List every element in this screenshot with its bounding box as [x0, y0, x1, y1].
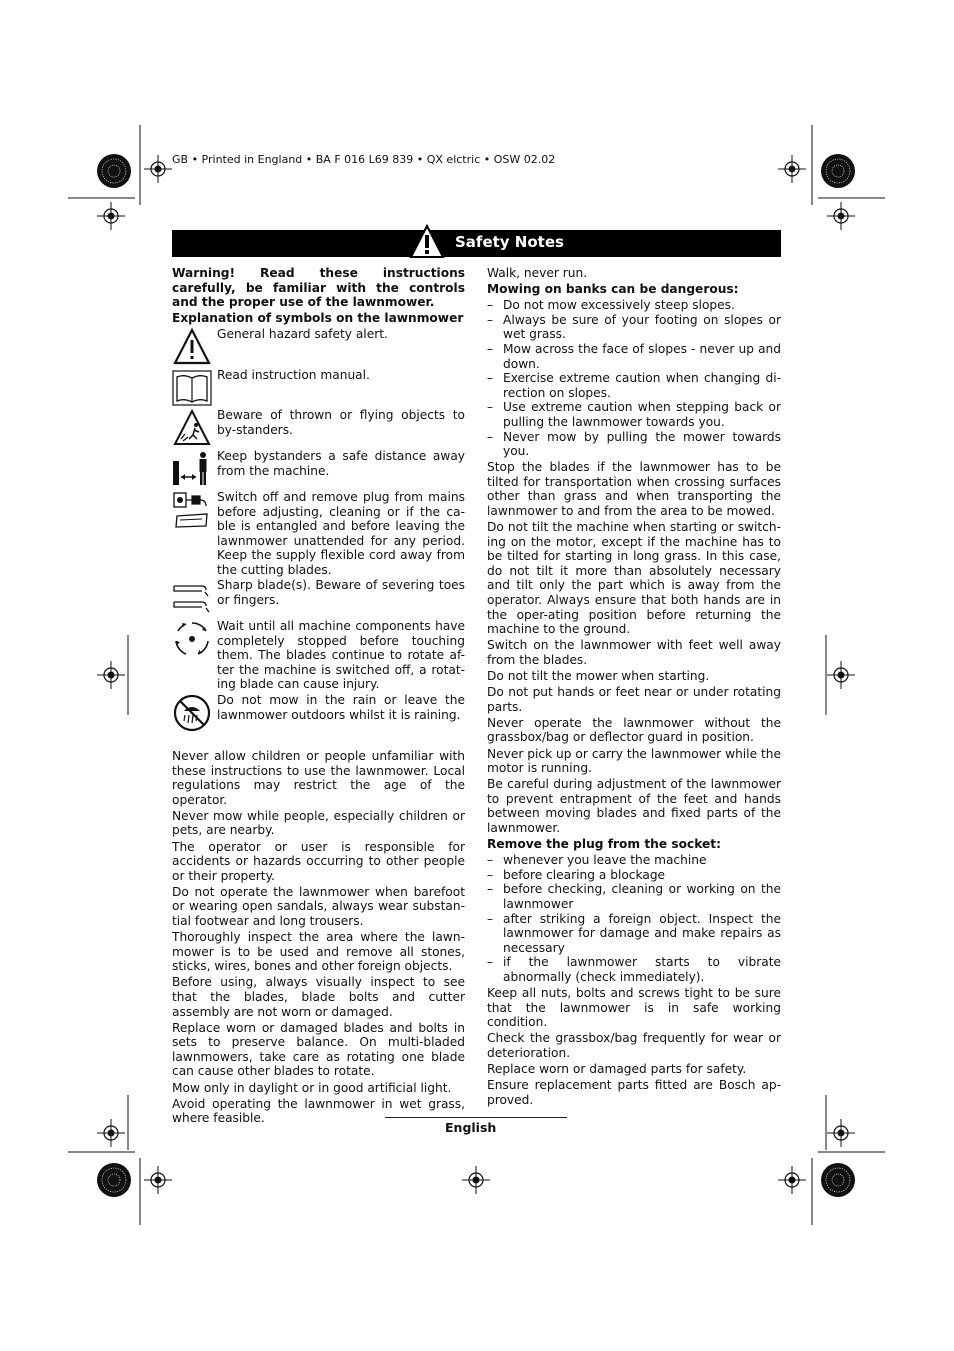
- rotating-blade-icon: [172, 619, 212, 659]
- plug-heading: Remove the plug from the socket:: [487, 837, 721, 852]
- print-info: GB • Printed in England • BA F 016 L69 839 • QX elctric • OSW 02.02: [172, 153, 556, 166]
- list-item: – Exercise extreme caution when changing di-rection on slopes.: [487, 371, 781, 400]
- paragraph: Never pick up or carry the lawnmower while the motor is running.: [487, 746, 781, 776]
- paragraph: Keep all nuts, bolts and screws tight to be sure that the lawnmower is in safe working condition.: [487, 986, 781, 1030]
- paragraph: Thoroughly inspect the area where the lawn-mower is to be used and remove all stones, sticks, wires, bones and other foreign objects.: [172, 930, 465, 974]
- list-item: – Use extreme caution when stepping back or pulling the lawnmower towards you.: [487, 400, 781, 429]
- thrown-objects-icon: [172, 408, 212, 448]
- banks-heading: Mowing on banks can be dangerous:: [487, 282, 739, 297]
- symbol-text: Wait until all machine components have completely stopped before touching them. The blades continue to rotate af-ter the machine is switched off, a rotat-ing blade can cause injury.: [217, 619, 465, 692]
- paragraph: Check the grassbox/bag frequently for wear or deterioration.: [487, 1031, 781, 1060]
- left-paragraphs: [172, 749, 465, 1127]
- paragraph: Replace worn or damaged blades and bolts in sets to preserve balance. On multi-bladed lawnmowers, take care as rotating one blade can cause other blades to rotate.: [172, 1020, 465, 1079]
- paragraph: Switch on the lawnmower with feet well away from the blades.: [487, 638, 781, 667]
- symbol-text: Read instruction manual.: [217, 368, 370, 382]
- list-item: – Do not mow excessively steep slopes.: [487, 298, 735, 313]
- list-item: – Mow across the face of slopes - never up and down.: [487, 341, 781, 371]
- sharp-blade-icon: [172, 578, 212, 618]
- list-item: – whenever you leave the machine: [487, 853, 707, 868]
- list-item: – before clearing a blockage: [487, 867, 666, 882]
- footer-language: English: [445, 1120, 497, 1135]
- page-title: Safety Notes: [455, 233, 564, 251]
- symbols-heading: Explanation of symbols on the lawnmower: [172, 311, 464, 326]
- paragraph: Before using, always visually inspect to see that the blades, blade bolts and cutter assembly are not worn or damaged.: [172, 975, 465, 1019]
- paragraph: Never allow children or people unfamiliar with these instructions to use the lawnmower. Local regulations may restrict the age of the operator.: [172, 749, 465, 807]
- paragraph: Mow only in daylight or in good artificial light.: [172, 1080, 452, 1095]
- symbol-text: General hazard safety alert.: [217, 327, 388, 341]
- paragraph: Ensure replacement parts fitted are Bosch ap-proved.: [487, 1078, 781, 1107]
- symbol-text: Do not mow in the rain or leave the lawnmower outdoors whilst it is raining.: [217, 693, 465, 722]
- paragraph: The operator or user is responsible for accidents or hazards occurring to other people or their property.: [172, 839, 465, 883]
- paragraph: Avoid operating the lawnmower in wet grass, where feasible.: [172, 1096, 465, 1126]
- unplug-icon: [172, 490, 212, 530]
- right-column: [487, 266, 781, 1109]
- list-item: – before checking, cleaning or working on the lawnmower: [487, 882, 781, 911]
- symbol-text: Sharp blade(s). Beware of severing toes or fingers.: [217, 578, 465, 607]
- bystander-distance-icon: [172, 449, 212, 489]
- section-title-bar: [172, 230, 781, 257]
- symbol-text: Keep bystanders a safe distance away from the machine.: [217, 449, 465, 478]
- symbol-text: Switch off and remove plug from mains before adjusting, cleaning or if the ca-ble is entangled and before leaving the lawnmower unattended for any period. Keep the supply flexible cord away from the cutting blades.: [217, 490, 465, 577]
- paragraph: Do not tilt the machine when starting or switch-ing on the motor, except if the machine has to be tilted for starting in long grass. In this case, do not tilt it more than absolutely necessary and tilt only the part which is away from the operator. Always ensure that both hands are in the oper-ating position before returning the machine to the ground.: [487, 520, 781, 637]
- paragraph: Replace worn or damaged parts for safety.: [487, 1061, 747, 1076]
- paragraph: Do not tilt the mower when starting.: [487, 669, 710, 684]
- symbol-text: Beware of thrown or flying objects to by-standers.: [217, 408, 465, 437]
- footer-rule: [385, 1117, 567, 1118]
- paragraph: Do not operate the lawnmower when barefoot or wearing open sandals, always wear substan-tial footwear and long trousers.: [172, 884, 465, 929]
- paragraph: Never mow while people, especially children or pets, are nearby.: [172, 808, 465, 838]
- left-intro: [172, 266, 465, 327]
- manual-book-icon: [172, 368, 212, 408]
- hazard-triangle-icon: [172, 327, 212, 367]
- paragraph: Do not put hands or feet near or under rotating parts.: [487, 685, 781, 714]
- paragraph: Be careful during adjustment of the lawnmower to prevent entrapment of the feet and hands between moving blades and fixed parts of the lawnmower.: [487, 777, 781, 835]
- list-item: – Never mow by pulling the mower towards you.: [487, 429, 781, 459]
- list-item: – if the lawnmower starts to vibrate abnormally (check immediately).: [487, 955, 781, 984]
- no-rain-icon: [172, 693, 212, 733]
- list-item: – after striking a foreign object. Inspect the lawnmower for damage and make repairs as necessary: [487, 911, 781, 955]
- warning-text: Warning! Read these instructions carefully, be familiar with the controls and the proper use of the lawnmower.: [172, 266, 465, 310]
- paragraph: Stop the blades if the lawnmower has to be tilted for transportation when crossing surfaces other than grass and when transporting the lawnmower to and from the area to be mowed.: [487, 460, 781, 518]
- warning-triangle-icon: [409, 224, 445, 260]
- paragraph: Never operate the lawnmower without the grassbox/bag or deflector guard in position.: [487, 715, 781, 745]
- paragraph: Walk, never run.: [487, 266, 588, 280]
- list-item: – Always be sure of your footing on slopes or wet grass.: [487, 312, 781, 342]
